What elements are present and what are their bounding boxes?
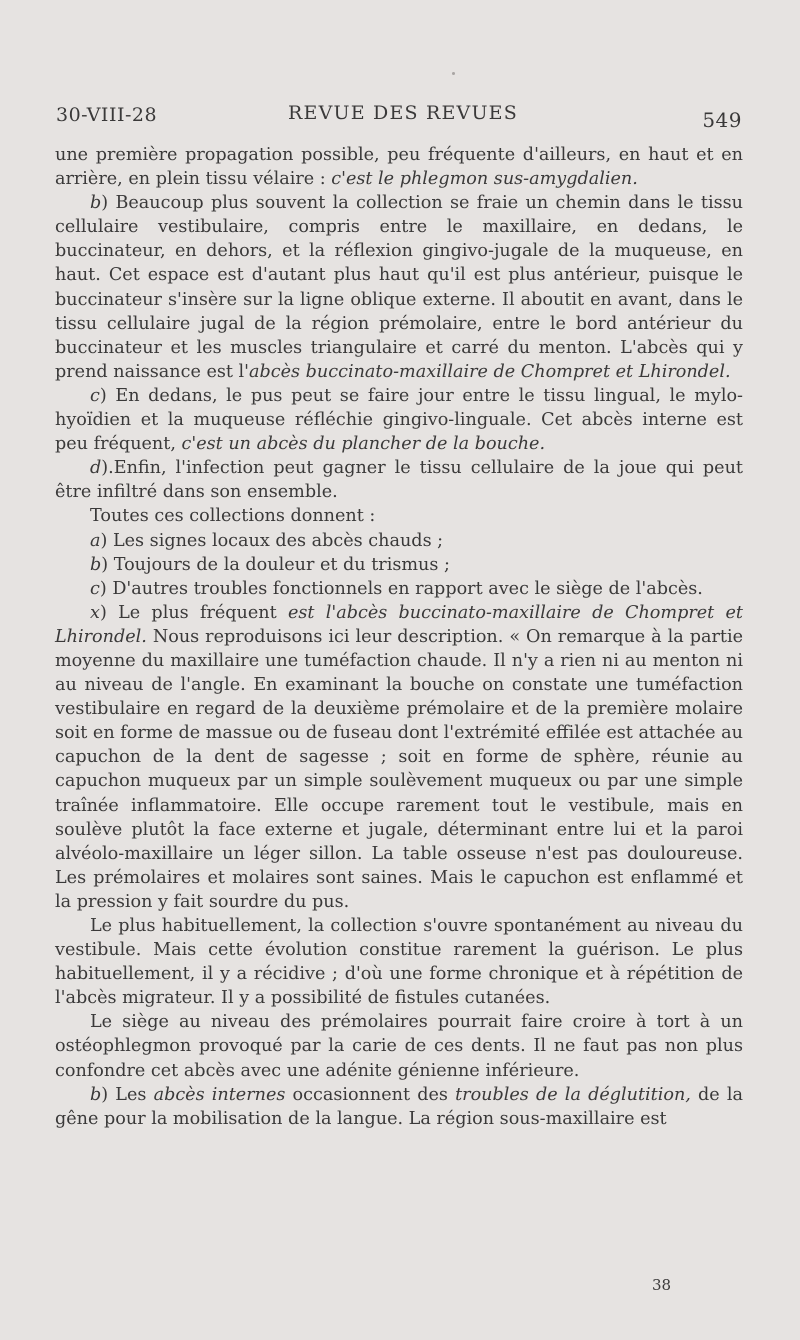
text-run: une première propagation possible, peu fréquente d'ailleurs, en haut et en arrière, en plein tissu vélaire : bbox=[55, 145, 743, 190]
text-run: ).Enfin, l'infection peut gagner le tissu cellulaire de la joue qui peut être infiltré dans son ensemble. bbox=[55, 458, 743, 503]
paragraph bbox=[55, 577, 743, 601]
text-run: occasionnent des bbox=[285, 1084, 456, 1105]
italic-text: b bbox=[90, 1084, 102, 1105]
paragraph bbox=[55, 1083, 743, 1131]
italic-text: abcès internes bbox=[153, 1084, 286, 1105]
paragraph bbox=[55, 601, 743, 914]
italic-text: est l'abcès buccinato-maxillaire de Chompret et Lhirondel. bbox=[55, 602, 743, 647]
text-run: Toutes ces collections donnent : bbox=[90, 506, 376, 527]
paragraph bbox=[55, 1010, 743, 1082]
header-date: 30-VIII-28 bbox=[56, 104, 158, 126]
text-run: Nous reproduisons ici leur description. « On remarque à la partie moyenne du maxillaire une tuméfaction chaude. Il n'y a rien ni au menton ni au niveau de l'angle. En examinant la bouche on constate une tuméfaction vestibulaire en regard de la deuxième prémolaire et de la première molaire soit en forme de massue ou de fuseau dont l'extrémité effilée est attachée au capuchon de la dent de sagesse ; soit en forme de sphère, réunie au capuchon muqueux par un simple soulèvement muqueux ou par une simple traînée inflammatoire. Elle occupe rarement tout le vestibule, mais en soulève plutôt la face externe et jugale, déterminant entre lui et la paroi alvéolo-maxillaire un léger sillon. La table osseuse n'est pas douloureuse. Les prémolaires et molaires sont saines. Mais le capuchon est enflammé et la pression y fait sourdre du pus. bbox=[55, 626, 743, 912]
running-header bbox=[56, 96, 742, 130]
text-run: ) Le plus fréquent bbox=[99, 602, 288, 623]
signature-mark: 38 bbox=[652, 1276, 672, 1294]
text-run: ) Beaucoup plus souvent la collection se fraie un chemin dans le tissu cellulaire vestibulaire, compris entre le maxillaire, en dedans, le buccinateur, en dehors, et la réflexion gingivo-jugale de la muqueuse, en haut. Cet espace est d'autant plus haut qu'il est plus antérieur, puisque le buccinateur s'insère sur la ligne oblique externe. Il aboutit en avant, dans le tissu cellulaire jugal de la région prémolaire, entre le bord antérieur du buccinateur et les muscles triangulaire et carré du menton. L'abcès qui y prend naissance est l' bbox=[55, 193, 743, 382]
italic-text: b bbox=[90, 193, 102, 214]
paragraph bbox=[55, 504, 743, 528]
italic-text: c'est un abcès du plancher de la bouche. bbox=[181, 434, 546, 455]
text-run: ) D'autres troubles fonctionnels en rapport avec le siège de l'abcès. bbox=[99, 578, 703, 599]
paragraph bbox=[55, 529, 743, 553]
text-run: de la gêne pour la mobilisation de la langue. La région sous-maxillaire est bbox=[55, 1084, 743, 1129]
text-run: Le plus habituellement, la collection s'ouvre spontanément au niveau du vestibule. Mais cette évolution constitue rarement la guérison. Le plus habituellement, il y a récidive ; d'où une forme chronique et à répétition de l'abcès migrateur. Il y a possibilité de fistules cutanées. bbox=[55, 916, 743, 1009]
page-number: 549 bbox=[702, 108, 742, 132]
italic-text: b bbox=[90, 554, 102, 575]
text-run: ) Les bbox=[101, 1084, 154, 1105]
paragraph bbox=[55, 143, 743, 191]
italic-text: c bbox=[90, 578, 100, 599]
italic-text: a bbox=[90, 530, 101, 551]
text-run: ) En dedans, le pus peut se faire jour entre le tissu lingual, le mylo-hyoïdien et la muqueuse réfléchie gingivo-linguale. Cet abcès interne est peu fréquent, bbox=[55, 385, 743, 455]
text-run: Le siège au niveau des prémolaires pourrait faire croire à tort à un ostéophlegmon provoqué par la carie de ces dents. Il ne faut pas non plus confondre cet abcès avec une adénite génienne inférieure. bbox=[55, 1012, 743, 1081]
body-text bbox=[55, 143, 743, 1131]
italic-text: x bbox=[90, 602, 100, 623]
italic-text: troubles de la déglutition, bbox=[455, 1084, 691, 1105]
paragraph bbox=[55, 553, 743, 577]
paragraph bbox=[55, 191, 743, 384]
paragraph bbox=[55, 384, 743, 456]
paragraph bbox=[55, 914, 743, 1010]
italic-text: abcès buccinato-maxillaire de Chompret et Lhirondel. bbox=[249, 361, 731, 382]
paragraph bbox=[55, 456, 743, 504]
text-run: ) Toujours de la douleur et du trismus ; bbox=[101, 554, 450, 575]
header-title: REVUE DES REVUES bbox=[288, 102, 518, 124]
italic-text: d bbox=[90, 458, 102, 479]
text-run: ) Les signes locaux des abcès chauds ; bbox=[100, 530, 444, 551]
italic-text: c'est le phlegmon sus-amygdalien. bbox=[331, 169, 638, 190]
italic-text: c bbox=[90, 385, 100, 406]
speck bbox=[452, 72, 455, 75]
